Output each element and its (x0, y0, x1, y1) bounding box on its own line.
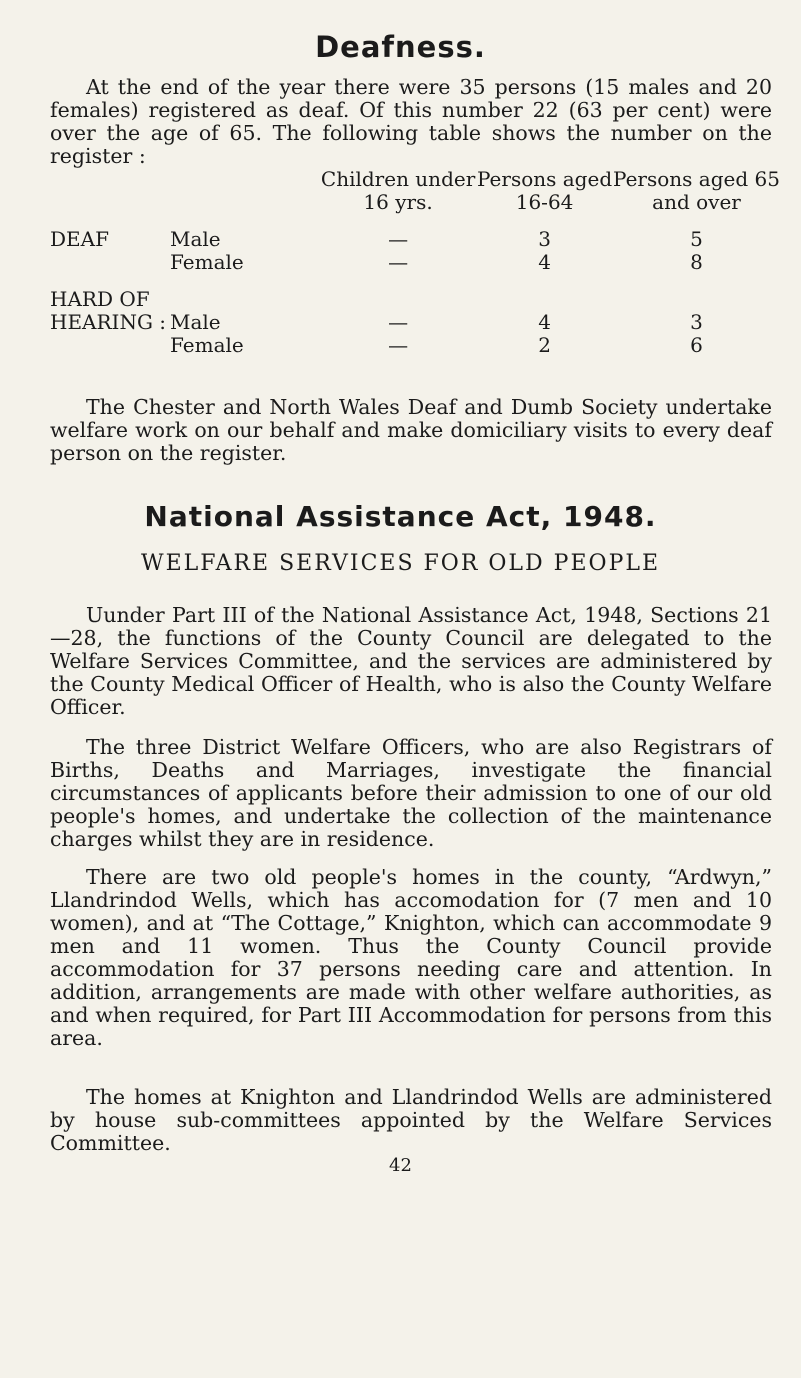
table-cell: 2 (538, 333, 551, 357)
row-category: HEARING : (50, 310, 167, 334)
homes-paragraph (50, 866, 772, 1050)
row-category: DEAF (50, 227, 109, 251)
section-title-deafness: Deafness. (315, 30, 486, 64)
officers-text: The three District Welfare Officers, who are also Registrars of Births, Deaths and Marriages, investigate the financial circumstances of applicants before their admission to one of our old people's homes, and undertake the collection of the maintenance charges whilst they are in residence. (50, 735, 772, 851)
officers-paragraph (50, 736, 772, 851)
table-row (50, 311, 780, 334)
admin-text: The homes at Knighton and Llandrindod Wells are administered by house sub-committees appointed by the Welfare Services Committee. (50, 1085, 772, 1155)
table-row (50, 288, 780, 311)
table-row (50, 334, 780, 357)
table-row (50, 228, 780, 251)
table-cell: 4 (538, 310, 551, 334)
row-sex: Male (170, 227, 221, 251)
society-text: The Chester and North Wales Deaf and Dumb Society undertake welfare work on our behalf and make domiciliary visits to every deaf person on the register. (50, 395, 772, 465)
row-sex: Male (170, 310, 221, 334)
table-cell: 5 (690, 227, 703, 251)
table-cell: 6 (690, 333, 703, 357)
table-cell: — (388, 250, 409, 274)
intro-text: At the end of the year there were 35 persons (15 males and 20 females) registered as deaf. Of this number 22 (63 per cent) were over the age of 65. The following table shows the number on the register : (50, 75, 772, 168)
act-text: Uunder Part III of the National Assistance Act, 1948, Sections 21—28, the functions of the County Council are delegated to the Welfare Services Committee, and the services are administered by the County Medical Officer of Health, who is also the County Welfare Officer. (50, 603, 772, 719)
page-number: 42 (389, 1155, 412, 1176)
row-sex: Female (170, 333, 244, 357)
column-header: Persons aged 16-64 (477, 167, 613, 214)
welfare-heading: WELFARE SERVICES FOR OLD PEOPLE (140, 551, 661, 576)
society-paragraph (50, 396, 772, 465)
row-sex: Female (170, 250, 244, 274)
register-table (50, 168, 780, 357)
table-cell: — (388, 310, 409, 334)
table-cell: 3 (538, 227, 551, 251)
table-cell: 3 (690, 310, 703, 334)
column-header: Children under 16 yrs. (320, 167, 476, 214)
row-category: HARD OF (50, 287, 150, 311)
table-cell: — (388, 227, 409, 251)
table-header-row (50, 168, 780, 214)
table-cell: 8 (690, 250, 703, 274)
admin-paragraph (50, 1086, 772, 1155)
act-heading: National Assistance Act, 1948. (144, 500, 657, 533)
act-paragraph (50, 604, 772, 719)
table-row (50, 251, 780, 274)
homes-text: There are two old people's homes in the county, “Ardwyn,” Llandrindod Wells, which has accomodation for (7 men and 10 women), and at “The Cottage,” Knighton, which can accommodate 9 men and 11 women. Thus the County Council provide accommodation for 37 persons needing care and attention. In addition, arrangements are made with other welfare authorities, as and when required, for Part III Accommodation for persons from this area. (50, 865, 772, 1050)
intro-paragraph (50, 76, 772, 168)
table-cell: 4 (538, 250, 551, 274)
column-header: Persons aged 65 and over (613, 167, 780, 214)
table-cell: — (388, 333, 409, 357)
